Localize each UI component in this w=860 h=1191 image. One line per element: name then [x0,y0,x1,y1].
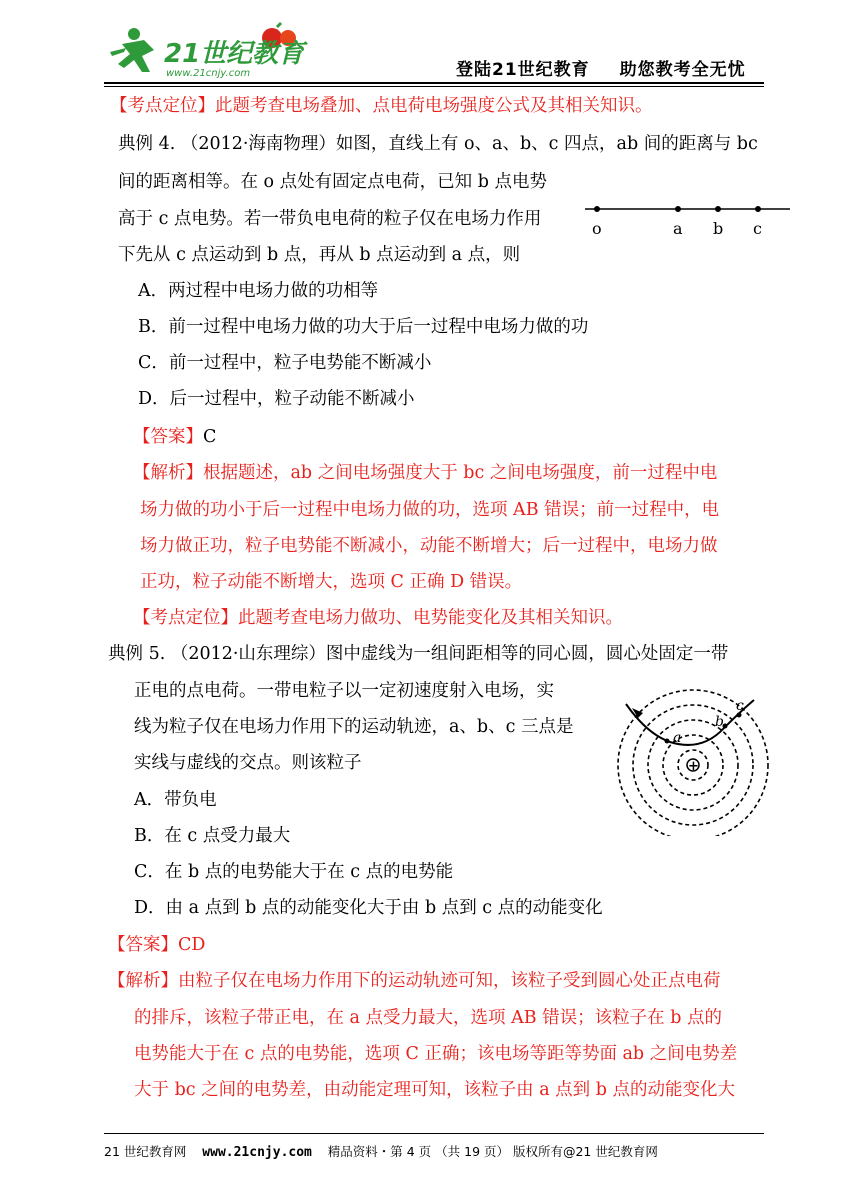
answer-label: 【答案】 [133,427,203,447]
example5-option-b: B．在 c 点受力最大 [134,826,291,846]
tagline-right: 助您教考全无忧 [619,60,746,80]
label-c: c [736,698,744,714]
example4-option-a: A．两过程中电场力做的功相等 [138,281,379,301]
label-a: a [673,219,683,238]
analysis-text: 由粒子仅在电场力作用下的运动轨迹可知，该粒子受到圆心处正点电荷 [178,971,721,991]
concentric-circles-figure [612,686,782,836]
footer-site: 21 世纪教育网 [104,1144,187,1159]
header-tagline [456,55,746,80]
line-points-figure [585,192,795,240]
analysis-label: 【解析】 [108,971,178,991]
example5-analysis-2: 的排斥，该粒子带正电，在 a 点受力最大，选项 AB 错误；该粒子在 b 点的 [134,1008,723,1028]
example5-line1: 典例 5. （2012·山东理综）图中虚线为一组间距相等的同心圆，圆心处固定一带 [108,644,729,664]
example4-option-b: B．前一过程中电场力做的功大于后一过程中电场力做的功 [138,317,589,337]
example4-option-d: D．后一过程中，粒子动能不断减小 [138,389,415,409]
example5-line3: 线为粒子仅在电场力作用下的运动轨迹，a、b、c 三点是 [134,717,574,737]
label-c: c [753,219,762,238]
example5-option-a: A．带负电 [134,790,217,810]
answer-value: C [203,427,217,447]
example4-analysis-2: 场力做的功小于后一过程中电场力做的功，选项 AB 错误；前一过程中，电 [140,500,720,520]
example5-analysis-4: 大于 bc 之间的电势差，由动能定理可知，该粒子由 a 点到 b 点的动能变化大 [134,1080,736,1100]
header-rule [104,82,764,84]
page-footer [104,1142,658,1160]
top-note: 【考点定位】此题考查电场叠加、点电荷电场强度公式及其相关知识。 [110,96,653,116]
example4-option-c: C．前一过程中，粒子电势能不断减小 [138,353,432,373]
example4-line2: 间的距离相等。在 o 点处有固定点电荷，已知 b 点电势 [118,172,547,192]
example4-answer [133,429,216,447]
point-o [594,206,600,212]
point-c [755,206,761,212]
point-a [675,206,681,212]
header-rule-thin [104,86,764,87]
example5-option-c: C．在 b 点的电势能大于在 c 点的电势能 [134,862,454,882]
plus-sign: + [688,759,699,774]
point-b [715,206,721,212]
example5-analysis-1 [108,973,721,991]
tagline-left: 登陆21世纪教育 [456,60,590,80]
footer-page-info: 精品资料・第 4 页 （共 19 页） 版权所有@21 世纪教育网 [327,1144,658,1159]
runner-icon [110,28,154,72]
label-a: a [673,730,682,746]
example4-line3: 高于 c 点电势。若一带负电电荷的粒子仅在电场力作用 [118,209,542,229]
example5-answer [108,937,205,955]
footer-url[interactable]: www.21cnjy.com [202,1145,312,1160]
21cnjy-logo [104,22,314,80]
logo-text: 21世纪教育 [164,39,305,69]
example5-option-d: D．由 a 点到 b 点的动能变化大于由 b 点到 c 点的动能变化 [134,898,603,918]
example5-analysis-3: 电势能大于在 c 点的电势能，选项 C 正确；该电场等距等势面 ab 之间电势差 [134,1044,738,1064]
point-a [665,739,670,744]
example4-note: 【考点定位】此题考查电场力做功、电势能变化及其相关知识。 [133,608,623,628]
answer-value: CD [178,935,206,955]
example4-line4: 下先从 c 点运动到 b 点，再从 b 点运动到 a 点，则 [118,245,521,265]
example4-line1: 典例 4. （2012·海南物理）如图，直线上有 o、a、b、c 四点，ab 间的距离与 bc [118,134,758,154]
label-b: b [715,714,724,730]
example5-line2: 正电的点电荷。一带电粒子以一定初速度射入电场，实 [134,681,554,701]
example4-analysis-3: 场力做正功，粒子电势能不断减小，动能不断增大；后一过程中，电场力做 [140,536,718,556]
analysis-text: 根据题述，ab 之间电场强度大于 bc 之间电场强度，前一过程中电 [203,463,718,483]
label-o: o [592,219,602,238]
answer-label: 【答案】 [108,935,178,955]
logo-url: www.21cnjy.com [166,68,251,79]
example4-analysis-1 [133,465,717,483]
label-b: b [713,219,724,238]
footer-rule [104,1133,764,1134]
example4-analysis-4: 正功，粒子动能不断增大，选项 C 正确 D 错误。 [140,572,523,592]
analysis-label: 【解析】 [133,463,203,483]
example5-line4: 实线与虚线的交点。则该粒子 [134,753,362,773]
